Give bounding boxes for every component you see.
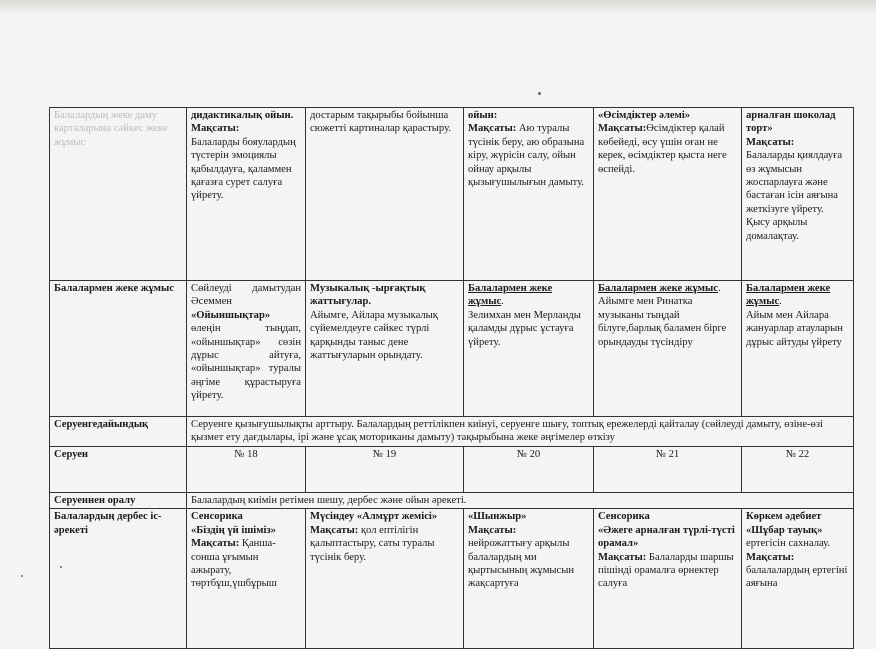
cell-paragraph [598,282,737,295]
cell-text: Айымге мен Ринатка музыканы тыңдай білуге,барлық баламен бірге орындауды түсіндіру [598,296,727,348]
row-label-independent: Балалардың дербес іс-әрекеті [50,509,187,649]
cell-paragraph [468,122,589,189]
cell-paragraph [746,136,849,149]
cell-paragraph [746,149,849,243]
walk-number: № 21 [594,447,742,493]
cell-thu [594,108,742,281]
cell-paragraph [598,122,737,176]
walk-number: № 22 [742,447,854,493]
cell-paragraph [598,109,737,122]
cell-paragraph [191,136,301,203]
cell-paragraph [468,537,589,591]
bold-text: дидактикалық ойын. [191,110,294,121]
cell-text: . [717,283,721,294]
cell-text: Сөйлеуді дамытудан Әсеммен [191,283,301,308]
cell-text: Балаларды бояулардың түстерін эмоциялы қабылдауға, қаламмен қағазға сурет салуға үйрету. [191,136,296,202]
bold-text: «Шынжыр» [468,511,527,523]
bold-text: Мақсаты: [598,551,649,563]
bold-text: Сенсорика [191,511,243,523]
bold-text: ойын: [468,110,498,121]
cell-tue [306,281,464,417]
cell-thu [594,509,742,649]
cell-mon [187,108,306,281]
cell-tue [306,509,464,649]
cell-paragraph [746,282,849,309]
cell-text: нейрожаттығу арқылы балалардың ми қыртысының жұмысын жақсартуға [468,538,575,590]
cell-paragraph [191,524,301,537]
row-label-faint: Балалардың жеке даму карталарына сәйкес жеке жұмыс [50,108,187,281]
cell-text: . [501,296,504,308]
cell-paragraph [310,309,459,363]
bold-text: арналған шоколад торт» [746,110,836,135]
cell-paragraph [468,510,589,523]
table-row [50,447,854,493]
cell-paragraph [191,282,301,309]
cell-paragraph [746,564,849,591]
cell-paragraph [191,109,301,122]
cell-paragraph [468,282,589,309]
row-label-prep-walk: Серуенгедайындық [50,417,187,447]
cell-text: . [779,296,782,308]
bold-text: Мақсаты: [310,524,361,536]
cell-paragraph [310,510,459,523]
walk-number: № 18 [187,447,306,493]
bold-text: Мақсаты: [468,123,519,135]
cell-paragraph [310,109,459,136]
walk-number: № 20 [464,447,594,493]
cell-text: достарым тақырыбы бойынша сюжетті картиналар қарастыру. [310,110,451,135]
cell-wed [464,509,594,649]
walk-number: № 19 [306,447,464,493]
bold-text: Көркем әдебиет [746,511,822,523]
cell-wed [464,108,594,281]
cell-text: Балаларды шаршы пішінді орамалға өрнектер салуға [598,551,734,590]
table-row [50,108,854,281]
cell-paragraph [468,309,589,349]
cell-text: қол ептілігін қалыптастыру, саты туралы түсінік беру. [310,524,435,563]
cell-paragraph [746,309,849,349]
cell-paragraph [746,551,849,564]
table-row [50,509,854,649]
cell-paragraph [598,551,737,591]
cell-paragraph [746,510,849,523]
row-label-return: Серуеннен оралу [50,493,187,509]
cell-paragraph [746,537,849,550]
table-row [50,493,854,509]
cell-paragraph [598,524,737,551]
bold-text: Мақсаты: [191,538,242,550]
cell-text: Зелимхан мен Мерланды қаламды дұрыс ұстауға үйрету. [468,309,581,348]
bold-text: Сенсорика [598,511,650,523]
bold-text: Мүсіндеу «Алмұрт жемісі» [310,511,438,523]
cell-paragraph [191,510,301,523]
scan-speck [538,92,541,95]
cell-text: Қанша-сонша ұғымын ажырату, төртбұш,үшбұрыш [191,538,277,590]
return-text: Балалардың киімін ретімен шешу, дербес және ойын әрекеті. [187,493,854,509]
bold-text: Мақсаты: [598,123,647,135]
bold-text: «Өсімдіктер әлемі» [598,110,691,121]
schedule-table [49,107,854,649]
cell-text: Айымге, Айлара музыкалық сүйемелдеуге сәйкес түрлі қарқынды таныс дене жаттығуларын орындату. [310,309,438,362]
bold-text: Балалармен жеке жұмыс [746,283,831,308]
cell-fri [742,108,854,281]
cell-thu [594,281,742,417]
cell-paragraph [310,282,459,309]
bold-text: Музыкалық -ырғақтық жаттығулар. [310,283,426,308]
scan-speck [21,575,23,577]
cell-text: ертегісін сахналау. [746,538,831,550]
cell-paragraph [191,122,301,135]
bold-text: «Шұбар тауық» [746,524,823,536]
cell-paragraph [468,524,589,537]
cell-mon [187,281,306,417]
cell-tue [306,108,464,281]
cell-paragraph [598,510,737,523]
cell-paragraph [746,109,849,136]
cell-fri [742,281,854,417]
row-label-individual: Балалармен жеке жұмыс [50,281,187,417]
bold-text: «Ойыншықтар» [191,309,271,321]
cell-text: балалалардың ертегіні аяғына [746,565,848,590]
prep-walk-text: Серуенге қызығушылықты арттыру. Балалардың реттілікпен киінуі, серуенге шығу, топтық ережелерді қайталау (сөйлеуді дамыту, өзіне-өзі қызмет ету дағдылары, ірі және ұсақ моториканы дамыту) тақырыбына жеке әңгімелер өткізу [187,417,854,447]
table-row [50,417,854,447]
cell-mon [187,509,306,649]
cell-paragraph [191,537,301,591]
table-row [50,281,854,417]
cell-paragraph [310,524,459,564]
cell-paragraph [746,524,849,537]
bold-text: Балалармен жеке жұмыс [468,283,553,308]
cell-paragraph [598,295,737,349]
row-label-walk: Серуен [50,447,187,493]
bold-text: Мақсаты: [191,123,240,135]
bold-text: Мақсаты: [746,551,795,563]
cell-text: Балаларды қиялдауға өз жұмысын жоспарлауға және бастаған ісін аяғына жеткізуге үйрету. Қысу арқылы домалақтау. [746,150,843,242]
cell-fri [742,509,854,649]
cell-paragraph [191,309,301,322]
bold-text: Мақсаты: [468,524,517,536]
scan-top-edge [0,0,876,14]
cell-paragraph [468,109,589,122]
cell-text: Өсімдіктер қалай көбейеді, өсу үшін оған не керек, өсімдіктер қыста неге өспейді. [598,123,727,175]
cell-paragraph [191,322,301,402]
bold-text: Мақсаты: [746,136,795,148]
bold-text: «Әжеге арналған түрлі-түсті орамал» [598,524,735,550]
cell-wed [464,281,594,417]
cell-text: Айым мен Айлара жануарлар атауларын дұрыс айтуды үйрету [746,309,843,348]
bold-text: «Біздің үй ішіміз» [191,524,276,536]
cell-text: Аю туралы түсінік беру, аю образына кіру, жүрісін салу, ойын ойнау арқылы қызығушылығын дамыту. [468,123,585,189]
bold-text: Балалармен жеке жұмыс [598,283,718,294]
cell-text: өлеңін тыңдап, «ойыншықтар» сөзін дұрыс айтуға, «ойыншықтар» туралы әңгіме құрастыруға үйрету. [191,323,301,402]
